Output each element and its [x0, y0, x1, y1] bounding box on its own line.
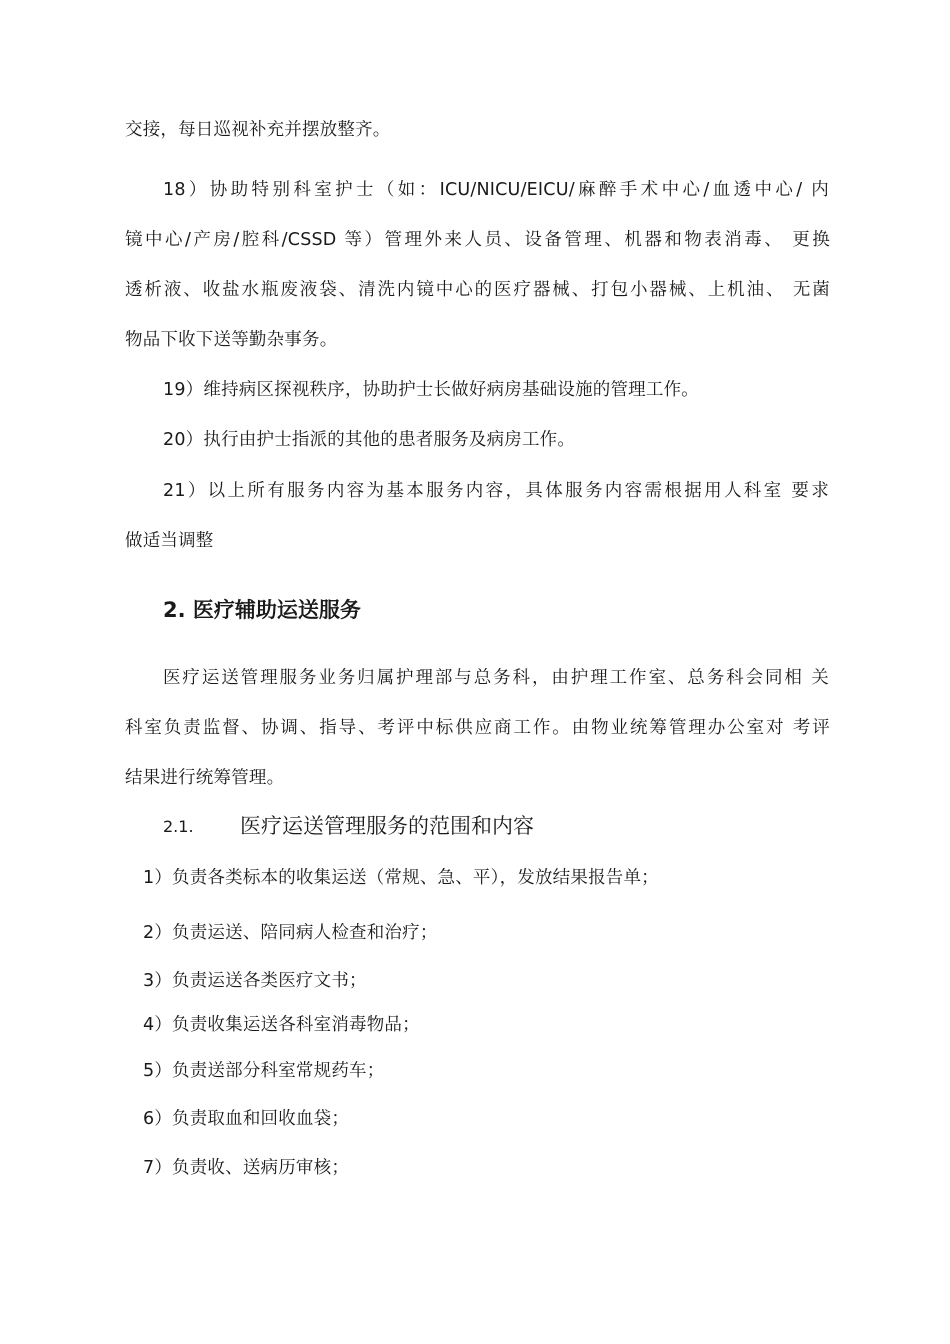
list-item: 5）负责送部分科室常规药车； [143, 1061, 385, 1081]
item-18-line-3: 透析液、收盐水瓶废液袋、清洗内镜中心的医疗器械、打包小器械、上机油、 无菌 [125, 280, 830, 300]
list-item: 4）负责收集运送各科室消毒物品； [143, 1015, 420, 1035]
item-18-line-4: 物品下收下送等勤杂事务。 [125, 330, 338, 350]
item-21-line-1: 21）以上所有服务内容为基本服务内容，具体服务内容需根据用人科室 要求 [163, 481, 829, 501]
section-2-intro-line-3: 结果进行统筹管理。 [125, 768, 285, 788]
list-item: 2）负责运送、陪同病人检查和治疗； [143, 923, 438, 943]
section-2-intro-line-1: 医疗运送管理服务业务归属护理部与总务科，由护理工作室、总务科会同相 关 [163, 668, 829, 688]
list-item: 7）负责收、送病历审核； [143, 1158, 350, 1178]
section-2-1-title: 医疗运送管理服务的范围和内容 [240, 814, 534, 838]
list-item: 1）负责各类标本的收集运送（常规、急、平），发放结果报告单； [143, 868, 659, 888]
section-2-1-number: 2.1. [163, 817, 194, 836]
list-item: 3）负责运送各类医疗文书； [143, 971, 367, 991]
section-2-heading: 2. 医疗辅助运送服务 [163, 598, 361, 622]
paragraph-continuation: 交接，每日巡视补充并摆放整齐。 [125, 120, 391, 140]
item-21-line-2: 做适当调整 [125, 531, 214, 551]
item-18-line-2: 镜中心/产房/腔科/CSSD 等）管理外来人员、设备管理、机器和物表消毒、 更换 [125, 230, 830, 250]
item-20: 20）执行由护士指派的其他的患者服务及病房工作。 [163, 430, 576, 450]
item-18-line-1: 18）协助特别科室护士（如：ICU/NICU/EICU/麻醉手术中心/血透中心/ 内 [163, 180, 829, 200]
item-19: 19）维持病区探视秩序，协助护士长做好病房基础设施的管理工作。 [163, 380, 699, 400]
list-item: 6）负责取血和回收血袋； [143, 1109, 350, 1129]
section-2-intro-line-2: 科室负责监督、协调、指导、考评中标供应商工作。由物业统筹管理办公室对 考评 [125, 718, 830, 738]
